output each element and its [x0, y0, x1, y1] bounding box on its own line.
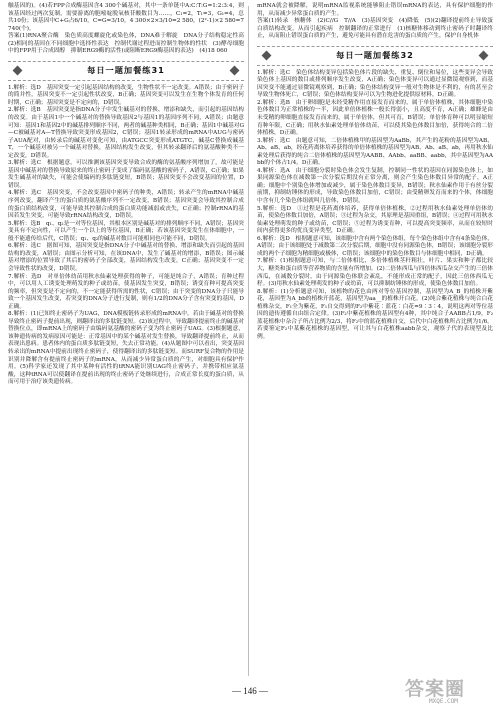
page-number: — 146 —	[232, 686, 268, 696]
diamond-ornament-icon	[479, 50, 489, 60]
solution-1: 1.解析：选C 染色体结构变异包括染色体片段的缺失、重复、倒位和易位，这些变异会导致染色体上基因的数目或排列顺序发生改变，A正确；染色体变异可以通过显微镜观察到，而基因突变不能通过显微镜观察到，B正确；染色体结构变异一般对生物体是不利的，有的甚至会导致生物体死亡，C错误；染色体结构变异可以为生物进化提供原材料，D正确。	[257, 69, 493, 99]
diamond-ornament-icon	[13, 65, 23, 75]
right-top-block	[257, 3, 493, 41]
diamond-ornament-icon	[230, 65, 240, 75]
solution-2: 2.解析：选B 基因突变是指DNA分子中发生碱基对的替换、增添和缺失，而引起的基因结构的改变。由于基因1中一个碱基对的替换导致基因2与基因1的基因序列不同，A错误；由题意可知：基因1和基因2中的碱基排列顺序不同，两者的碱基种类相同，B正确；基因1中碱基对G—C被碱基对A—T替换导致突变形成基因2，C错误；基因1转录形成的mRNA中AUG与密码子AUA配对，由转录后的碱基对变化可知，由ATGCC突变形成ATGTC，碱基C替换成碱基T，一个碱基对被另一个碱基对替换，基因结构发生改变，但其转录翻译后的氨基酸种类不一定改变，D错误。	[8, 107, 244, 159]
answer-paragraph: 答案(1)RNA聚合酶 染色质高度螺旋化或染色体，DNA难于解旋 DNA分子结构稳定性高 (2)相同的基因在不同细胞中选择性表达 控制代谢过程进而控制生物体的性状 (3)酵母细胞中的FPP用于合成固醇 抑制ERG9酶的活性(或阻断ERG9酶基因的表达) (4)18 060	[8, 33, 250, 55]
left-top-block	[8, 3, 250, 56]
solution-6: 6.解析：选C 据图可知，基因突变是指DNA分子中碱基对的替换、增添和缺失而引起的基因结构的改变，A错误；由图示分析可知，在该DNA中，发生了碱基对的增添，B错误；图示碱基对增添的位置导致了其后的密码子全部改变，基因结构发生改变，C正确；基因突变不一定会导致性状的改变，D错误。	[8, 243, 244, 272]
watermark-logo	[405, 674, 493, 706]
left-column	[8, 3, 250, 681]
diamond-ornament-icon	[262, 50, 272, 60]
right-body	[257, 70, 493, 342]
section-banner-32	[257, 46, 493, 66]
solution-7: 7.解析：选D 对单倍体幼苗用秋水仙素处理获得的种子，可能是纯合子，A错误；育种过程中，可以用人工诱变处理萌发的种子或幼苗，使基因发生突变，B错误；诱变育种可提高突变的频率，但突变是不定向的，不一定能获得所需的性状，C错误；由于突变的DNA分子只能导致一个基因发生改变，若突变的DNA分子进行复制，则有1/2的DNA分子含有突变的基因，D正确。	[8, 273, 244, 310]
solution-5: 5.解析：选D ①过程是花药离体培养，获得单倍体植株，②过程用秋水仙素处理单倍体幼苗，使染色体数目加倍，A错误；③过程为杂交，其原理是基因重组，B错误；④过程可用秋水仙素处理萌发的种子或幼苗，C错误；⑤过程为诱变育种，可以提高突变频率，从而在较短时间内获得更多的优良变异类型，D正确。	[257, 205, 493, 235]
solution-5: 5.解析：选B q₁、q₂是一对等位基因，其根本区别是碱基对的排列顺序不同，A错误；基因突变具有不定向性，可以产生一个以上的等位基因，B正确；若该基因突变发生在体细胞中，一般不能遗传给后代，C错误；q₁、q₂的碱基对数目可能相同也可能不同，D错误。	[8, 220, 244, 242]
paragraph: 触基因的)。(4)若FPP合成酶基因含4 300个碱基对，其中一条单链中A:C:T:G=1:2:3:4，则该基因经过两次复制，需要游离的胞嘧啶脱氧核苷酸数目为……，C₁=2，T₁=3，G₁=4，总共10份；该基因中C+G占6/10，C=G=3/10，4 300×2×3/10=2 580，(2²-1)×2 580=7 740(个)。	[8, 3, 244, 32]
right-column	[257, 3, 493, 681]
solution-2: 2.解析：选B 由于卵细胞是未经受精作用直接发育而来的，属于单倍体植株，其体细胞中染色体数目为正常植株的一半，因此单倍体植株一般长得弱小，且高度不育，A正确；雄蜂是由未受精的卵细胞直接发育而来的，属于单倍体，但其可育，B错误；单倍体育种可以明显缩短育种年限，C正确；用秋水仙素处理单倍体幼苗，可以使其染色体数目加倍，获得纯合的二倍体植株，D正确。	[257, 99, 493, 137]
solution-3: 3.解析：选C 由题意可知，二倍体植株甲的基因型为AaBb，其产生的花粉的基因型为AB、Ab、aB、ab，经花药离体培养获得的单倍体植株的基因型为AB、Ab、aB、ab，再用秋水仙素处理后获得的纯合二倍体植株的基因型为AABB、AAbb、aaBB、aabb，其中基因型为AAbb的个体占1/4，D正确。	[257, 137, 493, 167]
column-divider	[248, 6, 249, 676]
watermark-text: 答案圈	[405, 678, 466, 700]
solution-7: 7.解析：(1)根据题意可知，与二倍体相比，多倍体植株茎秆粗壮，叶片、果实和种子都比较大，糖类和蛋白质等营养物质的含量有所增加。(2)二倍体西瓜与四倍体西瓜杂交产生的三倍体西瓜，在减数分裂时，由于同源染色体联会紊乱，不能形成正常的配子，因此三倍体西瓜无籽。(3)用秋水仙素处理萌发的种子或幼苗，可以抑制纺锤体的形成，使染色体数目加倍。	[257, 258, 493, 288]
solution-8: 8.解析：(1)已知终止密码子为UAG，DNA模板链转录形成的mRNA中，若由于碱基对的替换导致终止密码子提前出现，则翻译出的多肽链变短。(2)该过程中，导致翻译提前终止的碱基对替换位点，即mRNA上的密码子由编码氨基酸的密码子变为终止密码子UAG。(3)根据题意，该种遗传病的发病原因可能是：正常基因中的某个碱基对发生替换，导致翻译提前终止，从而表现出患病。患者体内的蛋白质多肽链变短，失去正常功能。(4)从题图中可以看出，突变基因转录出的mRNA中提前出现终止密码子，使得翻译出的多肽链变短。而SURF复合物的作用是识别并降解含有提前终止密码子的mRNA，从而减少异常蛋白质的产生，对细胞具有保护作用。(5)科学家还发现了其中某种有活性的tRNA能识别UAG终止密码子，并携带相应氨基酸，这种tRNA可以使翻译在提前出现的终止密码子处继续进行，合成正常长度的蛋白质，从而可用于治疗该类遗传病。	[8, 311, 244, 386]
solution-1: 1.解析：选D 基因突变一定引起基因结构的改变，生物性状不一定改变。A错误；由于密码子的简并性，基因突变不一定引起性状改变，B正确；基因突变可以发生在生物个体发育的任何时期，C正确；基因突变是不定向的，D错误。	[8, 84, 244, 106]
section-banner-31	[8, 61, 244, 81]
solution-4: 4.解析：选A 由于细胞分裂时染色体会发生复制，控制同一性状的基因在同源染色体上，如果同源染色体在减数第一次分裂后期没有正常分离，则会产生染色体数目异常的配子，A正确；细胞中个别染色体增加或减少，属于染色体数目变异，B错误；秋水仙素作用于有丝分裂前期，抑制纺锤体的形成，导致染色体数目加倍，C错误；由受精卵发育而来的个体，体细胞中含有几个染色体组就叫几倍体，D错误。	[257, 167, 493, 205]
answer-paragraph: 答案(1)转录 核糖体 (2)C//G T//A (3)基因突变 (4)降低 (5)(2)翻译提前终止导致蛋白质结构改变，从而引起疾病 控制翻译的正常进行 (1)核糖体移动到终止密码子时翻译终止，从而阻止错误蛋白质的产生，避免可能具有潜在危害的蛋白质的产生，保护自身机体	[257, 18, 493, 40]
section-title: 每日一题加餐练32	[336, 50, 414, 61]
solution-8: 8.解析：(1)分析题意可知，该植物的花色由两对等位基因控制，基因型为A_B_的植株开紫花，基因型为A_bb的植株开蓝花，基因型为aa__的植株开白花。(2)纯合紫花植株与纯合白花植株杂交，F₁全为紫花，F₁自交得到的F₂中紫花∶蓝花∶白花=9∶3∶4，说明这两对等位基因的遗传遵循自由组合定律。(3)F₂中紫花植株的基因型有4种，其中纯合子AABB占1/9，F₂蓝花植株中杂合子所占比例为2/3，将F₂中的蓝花植株自交，后代中白花植株所占比例为1/6。若要鉴定F₂中某紫花植株的基因型，可让其与白花植株aabb杂交，观察子代的表现型及比例。	[257, 288, 493, 340]
solution-6: 6.解析：选D 根据题意可知，该细胞中含有两个染色体组，每个染色体组中含有4条染色体，A错误；由于该细胞处于减数第二次分裂后期，细胞中没有同源染色体，B错误；该细胞分裂形成的两个子细胞为精细胞或极体，C错误；该细胞中的染色体数目与体细胞中相同，D正确。	[257, 235, 493, 257]
watermark-url: MXQE.COM	[429, 698, 458, 705]
section-title: 每日一题加餐练31	[87, 65, 165, 76]
left-body	[8, 85, 244, 387]
paragraph: mRNA就会被降解，说明mRNA监视系统能够阻止错误mRNA的表达，具有保护细胞的作用，从而减少异常蛋白质的产生。	[257, 3, 493, 17]
solution-3: 3.解析：选C 根据题意，可以推测该基因突变导致合成的酶的氨基酸序列增加了，故可能是基因中碱基对的替换导致原来的终止密码子变成了编码氨基酸的密码子，A错误，C正确；如果发生碱基对的缺失，可能会使编码的多肽链变短，B错误；基因突变不会改变基因的位置，D错误。	[8, 160, 244, 189]
solution-4: 4.解析：选C 基因突变，不会改变基因中密码子的种类，A错误；转录产生的mRNA中碱基序列改变，翻译产生的蛋白质的氨基酸序列不一定改变，B错误；基因突变会导致其控制合成的蛋白质结构改变，可能导致其控制合成的蛋白质功能减弱或丧失，C正确；控制rRNA的基因若发生突变，可能导致rRNA结构改变，D错误。	[8, 190, 244, 220]
